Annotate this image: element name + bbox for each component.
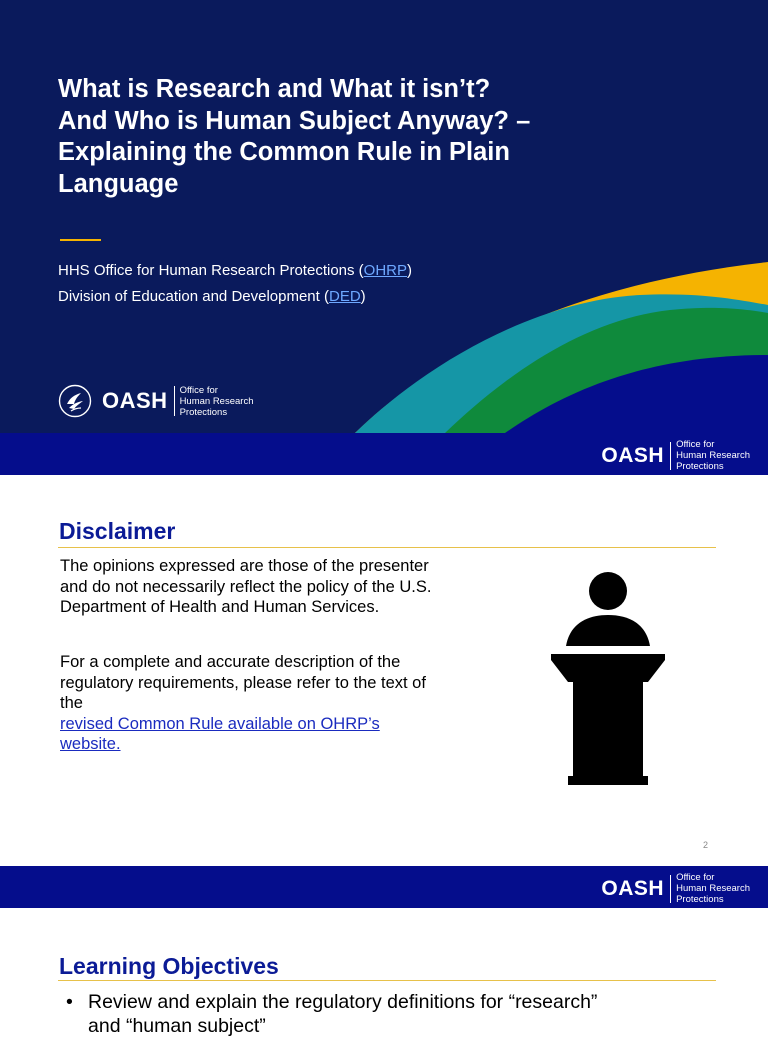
bullet-marker: • bbox=[66, 991, 73, 1013]
presentation-title: What is Research and What it isn’t? And Who is Human Subject Anyway? – Explaining the Common Rule in Plain Language bbox=[58, 75, 531, 198]
disclaimer-heading: Disclaimer bbox=[59, 518, 176, 544]
logo-divider bbox=[670, 875, 671, 903]
slide3-header-band bbox=[0, 866, 768, 908]
presenter-org-line: HHS Office for Human Research Protections (OHRP) bbox=[58, 262, 413, 279]
revised-common-rule-link[interactable]: revised Common Rule available on OHRP’s bbox=[60, 714, 380, 733]
division-line: Division of Education and Development (DED) bbox=[58, 288, 366, 305]
revised-common-rule-link-cont[interactable]: website. bbox=[60, 735, 121, 753]
logo-divider bbox=[670, 442, 671, 470]
heading-rule bbox=[58, 980, 716, 981]
disclaimer-text: The opinions expressed are those of the presenter and do not necessarily reflect the policy of the U.S. Department of Health and Human Services. bbox=[60, 557, 432, 616]
title-slide bbox=[0, 0, 768, 433]
logo-divider bbox=[174, 386, 175, 416]
oash-wordmark: OASH bbox=[601, 443, 665, 467]
logo-subtitle: Office for Human Research Protections bbox=[676, 439, 750, 472]
hhs-eagle-icon bbox=[58, 384, 92, 418]
slide2-header-band bbox=[0, 433, 768, 475]
ohrp-link[interactable]: OHRP bbox=[363, 262, 408, 279]
podium-speaker-icon bbox=[548, 568, 668, 788]
oash-wordmark: OASH bbox=[102, 388, 168, 413]
heading-rule bbox=[58, 547, 716, 548]
logo-subtitle: Office for Human Research Protections bbox=[676, 872, 750, 905]
page-number: 2 bbox=[703, 840, 709, 850]
objective-bullet: • Review and explain the regulatory definitions for “research” and “human subject” bbox=[66, 991, 598, 1037]
common-rule-reference: For a complete and accurate description of the regulatory requirements, please refer to the text of the revised Common Rule available on OHRP’s website. bbox=[60, 653, 426, 753]
ded-link[interactable]: DED bbox=[328, 288, 361, 305]
title-divider bbox=[60, 239, 101, 241]
oash-logo bbox=[58, 384, 253, 418]
learning-objectives-heading: Learning Objectives bbox=[59, 953, 279, 979]
oash-wordmark: OASH bbox=[601, 876, 665, 900]
oash-logo-small bbox=[601, 872, 750, 905]
oash-logo-small bbox=[601, 439, 750, 472]
decorative-arcs bbox=[0, 0, 768, 433]
logo-subtitle: Office for Human Research Protections bbox=[179, 384, 254, 418]
